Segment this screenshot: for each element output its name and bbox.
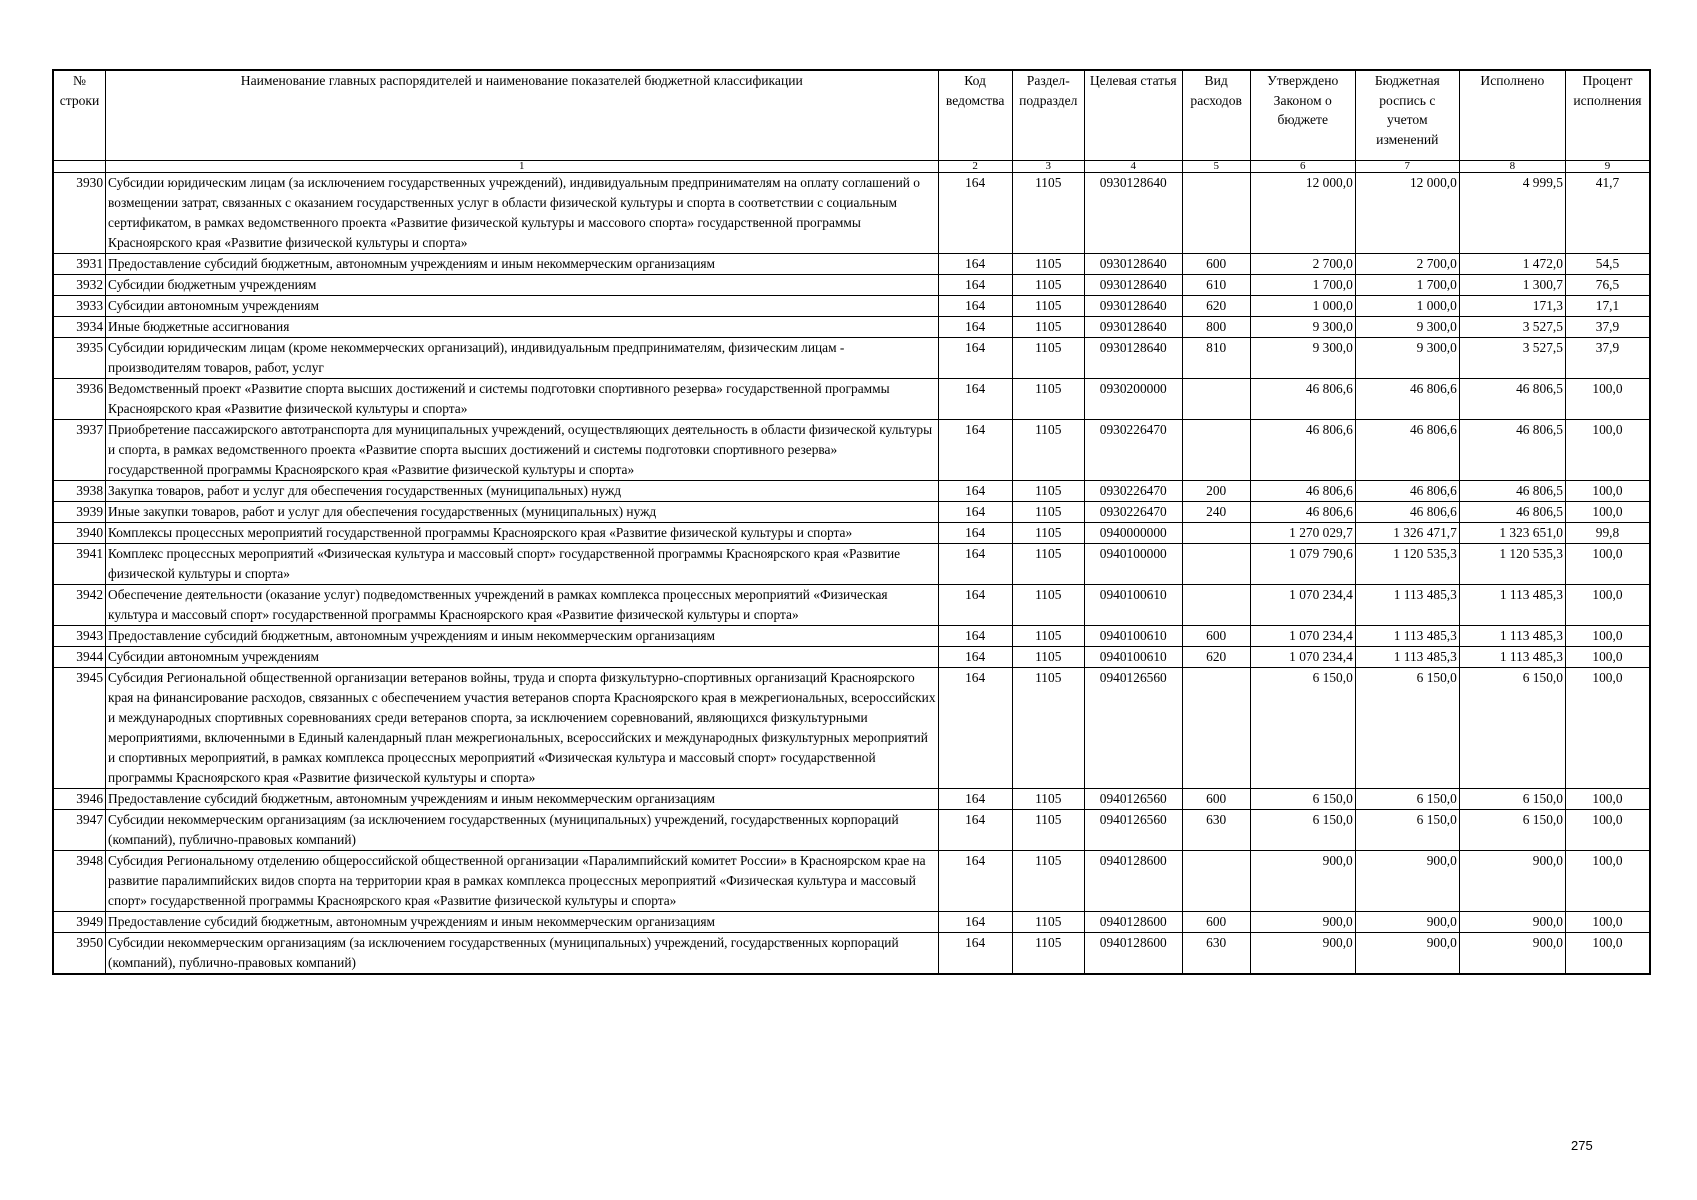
row-number-cell: 3932 [53,275,106,296]
row-number-cell: 3935 [53,338,106,379]
expense-type-cell: 600 [1182,626,1250,647]
dept-code-cell: 164 [938,544,1012,585]
planned-amount-cell: 6 150,0 [1355,789,1459,810]
target-article-cell: 0930226470 [1084,420,1182,481]
section-cell: 1105 [1012,647,1084,668]
section-cell: 1105 [1012,912,1084,933]
approved-amount-cell: 46 806,6 [1250,379,1355,420]
target-article-cell: 0940128600 [1084,912,1182,933]
approved-amount-cell: 2 700,0 [1250,254,1355,275]
section-cell: 1105 [1012,810,1084,851]
row-name-cell: Субсидии бюджетным учреждениям [106,275,939,296]
percent-cell: 100,0 [1565,626,1650,647]
expense-type-cell: 600 [1182,789,1250,810]
row-name-cell: Комплексы процессных мероприятий государственной программы Красноярского края «Развитие физической культуры и спорта» [106,523,939,544]
target-article-cell: 0940000000 [1084,523,1182,544]
table-row [53,585,1650,626]
row-name-cell: Субсидии автономным учреждениям [106,647,939,668]
approved-amount-cell: 9 300,0 [1250,338,1355,379]
executed-amount-cell: 3 527,5 [1459,338,1565,379]
dept-code-cell: 164 [938,668,1012,789]
planned-amount-cell: 46 806,6 [1355,502,1459,523]
row-name-cell: Иные закупки товаров, работ и услуг для обеспечения государственных (муниципальных) нужд [106,502,939,523]
section-cell: 1105 [1012,254,1084,275]
header-executed: Исполнено [1459,70,1565,161]
row-number-cell: 3933 [53,296,106,317]
planned-amount-cell: 46 806,6 [1355,379,1459,420]
section-cell: 1105 [1012,420,1084,481]
dept-code-cell: 164 [938,789,1012,810]
target-article-cell: 0930128640 [1084,254,1182,275]
section-cell: 1105 [1012,173,1084,254]
percent-cell: 100,0 [1565,544,1650,585]
row-name-cell: Приобретение пассажирского автотранспорта для муниципальных учреждений, осуществляющих деятельность в области физической культуры и спорта, в рамках ведомственного проекта «Развитие спорта высших достижений и системы подготовки спортивного резерва» государственной программы Красноярского края «Развитие физической культуры и спорта» [106,420,939,481]
table-row [53,379,1650,420]
row-name-cell: Предоставление субсидий бюджетным, автономным учреждениям и иным некоммерческим организациям [106,789,939,810]
expense-type-cell [1182,668,1250,789]
table-row [53,789,1650,810]
planned-amount-cell: 900,0 [1355,851,1459,912]
executed-amount-cell: 1 113 485,3 [1459,626,1565,647]
target-article-cell: 0940100610 [1084,647,1182,668]
header-dept-code: Код ведомства [938,70,1012,161]
header-percent: Процент исполнения [1565,70,1650,161]
executed-amount-cell: 1 113 485,3 [1459,647,1565,668]
planned-amount-cell: 9 300,0 [1355,317,1459,338]
table-row [53,626,1650,647]
executed-amount-cell: 46 806,5 [1459,502,1565,523]
column-number: 5 [1182,161,1250,173]
section-cell: 1105 [1012,585,1084,626]
percent-cell: 100,0 [1565,933,1650,975]
dept-code-cell: 164 [938,810,1012,851]
planned-amount-cell: 1 000,0 [1355,296,1459,317]
planned-amount-cell: 12 000,0 [1355,173,1459,254]
target-article-cell: 0940126560 [1084,668,1182,789]
row-name-cell: Субсидия Региональной общественной организации ветеранов войны, труда и спорта физкультурно-спортивных организаций Красноярского края на финансирование расходов, связанных с обеспечением участия ветеранов спорта Красноярского края в межрегиональных, всероссийских и международных спортивных соревнованиях среди ветеранов спорта, за исключением соревнований, являющихся физкультурными мероприятиями, включенными в Единый календарный план межрегиональных, всероссийских и международных физкультурных мероприятий и спортивных мероприятий, в рамках комплекса процессных мероприятий «Физическая культура и массовый спорт» государственной программы Красноярского края «Развитие физической культуры и спорта» [106,668,939,789]
header-row-number: № строки [53,70,106,161]
percent-cell: 76,5 [1565,275,1650,296]
approved-amount-cell: 900,0 [1250,912,1355,933]
dept-code-cell: 164 [938,912,1012,933]
percent-cell: 100,0 [1565,668,1650,789]
percent-cell: 100,0 [1565,481,1650,502]
dept-code-cell: 164 [938,502,1012,523]
row-number-cell: 3937 [53,420,106,481]
percent-cell: 100,0 [1565,585,1650,626]
approved-amount-cell: 46 806,6 [1250,502,1355,523]
header-target-article: Целевая статья [1084,70,1182,161]
executed-amount-cell: 4 999,5 [1459,173,1565,254]
section-cell: 1105 [1012,544,1084,585]
target-article-cell: 0930128640 [1084,173,1182,254]
percent-cell: 100,0 [1565,912,1650,933]
executed-amount-cell: 46 806,5 [1459,379,1565,420]
percent-cell: 54,5 [1565,254,1650,275]
dept-code-cell: 164 [938,296,1012,317]
planned-amount-cell: 46 806,6 [1355,420,1459,481]
expense-type-cell [1182,379,1250,420]
row-number-cell: 3942 [53,585,106,626]
approved-amount-cell: 1 079 790,6 [1250,544,1355,585]
row-name-cell: Субсидии юридическим лицам (за исключением государственных учреждений), индивидуальным предпринимателям на оплату соглашений о возмещении затрат, связанных с оказанием государственных услуг в области физической культуры и спорта в соответствии с социальным сертификатом, в рамках ведомственного проекта «Развитие физической культуры и массового спорта» государственной программы Красноярского края «Развитие физической культуры и спорта» [106,173,939,254]
planned-amount-cell: 900,0 [1355,912,1459,933]
section-cell: 1105 [1012,296,1084,317]
expense-type-cell [1182,544,1250,585]
row-name-cell: Предоставление субсидий бюджетным, автономным учреждениям и иным некоммерческим организациям [106,254,939,275]
expense-type-cell: 620 [1182,647,1250,668]
dept-code-cell: 164 [938,933,1012,975]
planned-amount-cell: 1 700,0 [1355,275,1459,296]
executed-amount-cell: 900,0 [1459,933,1565,975]
planned-amount-cell: 9 300,0 [1355,338,1459,379]
column-number: 1 [106,161,939,173]
page-number: 275 [1571,1138,1593,1153]
percent-cell: 100,0 [1565,379,1650,420]
row-number-cell: 3939 [53,502,106,523]
dept-code-cell: 164 [938,338,1012,379]
executed-amount-cell: 900,0 [1459,912,1565,933]
section-cell: 1105 [1012,933,1084,975]
executed-amount-cell: 1 323 651,0 [1459,523,1565,544]
table-row [53,275,1650,296]
expense-type-cell: 620 [1182,296,1250,317]
percent-cell: 100,0 [1565,647,1650,668]
approved-amount-cell: 900,0 [1250,933,1355,975]
row-number-cell: 3945 [53,668,106,789]
executed-amount-cell: 1 113 485,3 [1459,585,1565,626]
target-article-cell: 0930226470 [1084,502,1182,523]
row-number-cell: 3934 [53,317,106,338]
header-name: Наименование главных распорядителей и наименование показателей бюджетной классификации [106,70,939,161]
table-row [53,912,1650,933]
expense-type-cell: 600 [1182,912,1250,933]
section-cell: 1105 [1012,851,1084,912]
table-row [53,481,1650,502]
expense-type-cell: 630 [1182,933,1250,975]
table-row [53,317,1650,338]
header-section: Раздел-подраздел [1012,70,1084,161]
table-row [53,647,1650,668]
executed-amount-cell: 900,0 [1459,851,1565,912]
executed-amount-cell: 46 806,5 [1459,481,1565,502]
row-number-cell: 3947 [53,810,106,851]
section-cell: 1105 [1012,789,1084,810]
planned-amount-cell: 1 326 471,7 [1355,523,1459,544]
row-name-cell: Субсидии некоммерческим организациям (за исключением государственных (муниципальных) учреждений, государственных корпораций (компаний), публично-правовых компаний) [106,810,939,851]
planned-amount-cell: 1 113 485,3 [1355,585,1459,626]
executed-amount-cell: 1 472,0 [1459,254,1565,275]
header-planned: Бюджетная роспись с учетом изменений [1355,70,1459,161]
approved-amount-cell: 1 070 234,4 [1250,647,1355,668]
percent-cell: 100,0 [1565,420,1650,481]
row-number-cell: 3931 [53,254,106,275]
approved-amount-cell: 900,0 [1250,851,1355,912]
target-article-cell: 0940128600 [1084,933,1182,975]
dept-code-cell: 164 [938,275,1012,296]
table-body [53,173,1650,975]
section-cell: 1105 [1012,317,1084,338]
percent-cell: 37,9 [1565,338,1650,379]
row-number-cell: 3943 [53,626,106,647]
approved-amount-cell: 1 070 234,4 [1250,626,1355,647]
target-article-cell: 0940100610 [1084,585,1182,626]
row-number-cell: 3936 [53,379,106,420]
executed-amount-cell: 6 150,0 [1459,668,1565,789]
executed-amount-cell: 6 150,0 [1459,810,1565,851]
percent-cell: 17,1 [1565,296,1650,317]
row-name-cell: Субсидии юридическим лицам (кроме некоммерческих организаций), индивидуальным предпринимателям, физическим лицам - производителям товаров, работ, услуг [106,338,939,379]
row-number-cell: 3948 [53,851,106,912]
expense-type-cell [1182,851,1250,912]
table-row [53,338,1650,379]
expense-type-cell: 600 [1182,254,1250,275]
target-article-cell: 0930226470 [1084,481,1182,502]
executed-amount-cell: 1 300,7 [1459,275,1565,296]
column-number: 2 [938,161,1012,173]
dept-code-cell: 164 [938,173,1012,254]
target-article-cell: 0940100610 [1084,626,1182,647]
section-cell: 1105 [1012,275,1084,296]
row-name-cell: Обеспечение деятельности (оказание услуг) подведомственных учреждений в рамках комплекса процессных мероприятий «Физическая культура и массовый спорт» государственной программы Красноярского края «Развитие физической культуры и спорта» [106,585,939,626]
percent-cell: 100,0 [1565,789,1650,810]
header-expense-type: Вид расходов [1182,70,1250,161]
expense-type-cell: 800 [1182,317,1250,338]
percent-cell: 100,0 [1565,810,1650,851]
row-name-cell: Субсидии некоммерческим организациям (за исключением государственных (муниципальных) учреждений, государственных корпораций (компаний), публично-правовых компаний) [106,933,939,975]
expense-type-cell: 240 [1182,502,1250,523]
column-number: 7 [1355,161,1459,173]
target-article-cell: 0940126560 [1084,810,1182,851]
section-cell: 1105 [1012,523,1084,544]
approved-amount-cell: 1 700,0 [1250,275,1355,296]
target-article-cell: 0940126560 [1084,789,1182,810]
column-number: 9 [1565,161,1650,173]
dept-code-cell: 164 [938,481,1012,502]
column-number-blank [53,161,106,173]
row-name-cell: Предоставление субсидий бюджетным, автономным учреждениям и иным некоммерческим организациям [106,912,939,933]
approved-amount-cell: 1 070 234,4 [1250,585,1355,626]
target-article-cell: 0930128640 [1084,275,1182,296]
column-number: 4 [1084,161,1182,173]
dept-code-cell: 164 [938,420,1012,481]
section-cell: 1105 [1012,379,1084,420]
table-row [53,810,1650,851]
table-row [53,502,1650,523]
approved-amount-cell: 6 150,0 [1250,810,1355,851]
table-row [53,523,1650,544]
row-name-cell: Предоставление субсидий бюджетным, автономным учреждениям и иным некоммерческим организациям [106,626,939,647]
executed-amount-cell: 171,3 [1459,296,1565,317]
expense-type-cell [1182,173,1250,254]
percent-cell: 100,0 [1565,851,1650,912]
planned-amount-cell: 1 120 535,3 [1355,544,1459,585]
target-article-cell: 0940128600 [1084,851,1182,912]
row-number-cell: 3938 [53,481,106,502]
percent-cell: 41,7 [1565,173,1650,254]
dept-code-cell: 164 [938,647,1012,668]
expense-type-cell [1182,420,1250,481]
table-row [53,296,1650,317]
approved-amount-cell: 46 806,6 [1250,420,1355,481]
target-article-cell: 0930128640 [1084,317,1182,338]
expense-type-cell [1182,585,1250,626]
planned-amount-cell: 46 806,6 [1355,481,1459,502]
planned-amount-cell: 1 113 485,3 [1355,647,1459,668]
row-number-cell: 3930 [53,173,106,254]
approved-amount-cell: 1 000,0 [1250,296,1355,317]
planned-amount-cell: 1 113 485,3 [1355,626,1459,647]
table-row [53,933,1650,975]
table-row [53,173,1650,254]
section-cell: 1105 [1012,626,1084,647]
target-article-cell: 0930128640 [1084,296,1182,317]
row-name-cell: Субсидия Региональному отделению общероссийской общественной организации «Паралимпийский комитет России» в Красноярском крае на развитие паралимпийских видов спорта на территории края в рамках комплекса процессных мероприятий «Физическая культура и массовый спорт» государственной программы Красноярского края «Развитие физической культуры и спорта» [106,851,939,912]
table-row [53,254,1650,275]
expense-type-cell: 200 [1182,481,1250,502]
table-row [53,544,1650,585]
header-row [53,70,1650,161]
row-name-cell: Ведомственный проект «Развитие спорта высших достижений и системы подготовки спортивного резерва» государственной программы Красноярского края «Развитие физической культуры и спорта» [106,379,939,420]
executed-amount-cell: 6 150,0 [1459,789,1565,810]
expense-type-cell: 610 [1182,275,1250,296]
row-number-cell: 3940 [53,523,106,544]
percent-cell: 37,9 [1565,317,1650,338]
table-row [53,668,1650,789]
row-name-cell: Субсидии автономным учреждениям [106,296,939,317]
dept-code-cell: 164 [938,317,1012,338]
planned-amount-cell: 900,0 [1355,933,1459,975]
section-cell: 1105 [1012,481,1084,502]
section-cell: 1105 [1012,668,1084,789]
row-number-cell: 3949 [53,912,106,933]
dept-code-cell: 164 [938,626,1012,647]
target-article-cell: 0940100000 [1084,544,1182,585]
planned-amount-cell: 6 150,0 [1355,810,1459,851]
approved-amount-cell: 9 300,0 [1250,317,1355,338]
row-number-cell: 3950 [53,933,106,975]
row-name-cell: Иные бюджетные ассигнования [106,317,939,338]
dept-code-cell: 164 [938,851,1012,912]
target-article-cell: 0930200000 [1084,379,1182,420]
approved-amount-cell: 12 000,0 [1250,173,1355,254]
row-number-cell: 3946 [53,789,106,810]
planned-amount-cell: 2 700,0 [1355,254,1459,275]
expense-type-cell: 630 [1182,810,1250,851]
dept-code-cell: 164 [938,585,1012,626]
planned-amount-cell: 6 150,0 [1355,668,1459,789]
expense-type-cell [1182,523,1250,544]
header-approved: Утверждено Законом о бюджете [1250,70,1355,161]
executed-amount-cell: 46 806,5 [1459,420,1565,481]
dept-code-cell: 164 [938,254,1012,275]
section-cell: 1105 [1012,338,1084,379]
column-number: 8 [1459,161,1565,173]
approved-amount-cell: 6 150,0 [1250,789,1355,810]
approved-amount-cell: 6 150,0 [1250,668,1355,789]
column-number-row [53,161,1650,173]
row-name-cell: Закупка товаров, работ и услуг для обеспечения государственных (муниципальных) нужд [106,481,939,502]
expense-type-cell: 810 [1182,338,1250,379]
executed-amount-cell: 3 527,5 [1459,317,1565,338]
approved-amount-cell: 46 806,6 [1250,481,1355,502]
executed-amount-cell: 1 120 535,3 [1459,544,1565,585]
table-row [53,851,1650,912]
row-name-cell: Комплекс процессных мероприятий «Физическая культура и массовый спорт» государственной программы Красноярского края «Развитие физической культуры и спорта» [106,544,939,585]
row-number-cell: 3944 [53,647,106,668]
percent-cell: 99,8 [1565,523,1650,544]
section-cell: 1105 [1012,502,1084,523]
percent-cell: 100,0 [1565,502,1650,523]
row-number-cell: 3941 [53,544,106,585]
table-row [53,420,1650,481]
budget-execution-table [52,69,1651,975]
column-number: 3 [1012,161,1084,173]
dept-code-cell: 164 [938,379,1012,420]
approved-amount-cell: 1 270 029,7 [1250,523,1355,544]
column-number: 6 [1250,161,1355,173]
dept-code-cell: 164 [938,523,1012,544]
target-article-cell: 0930128640 [1084,338,1182,379]
